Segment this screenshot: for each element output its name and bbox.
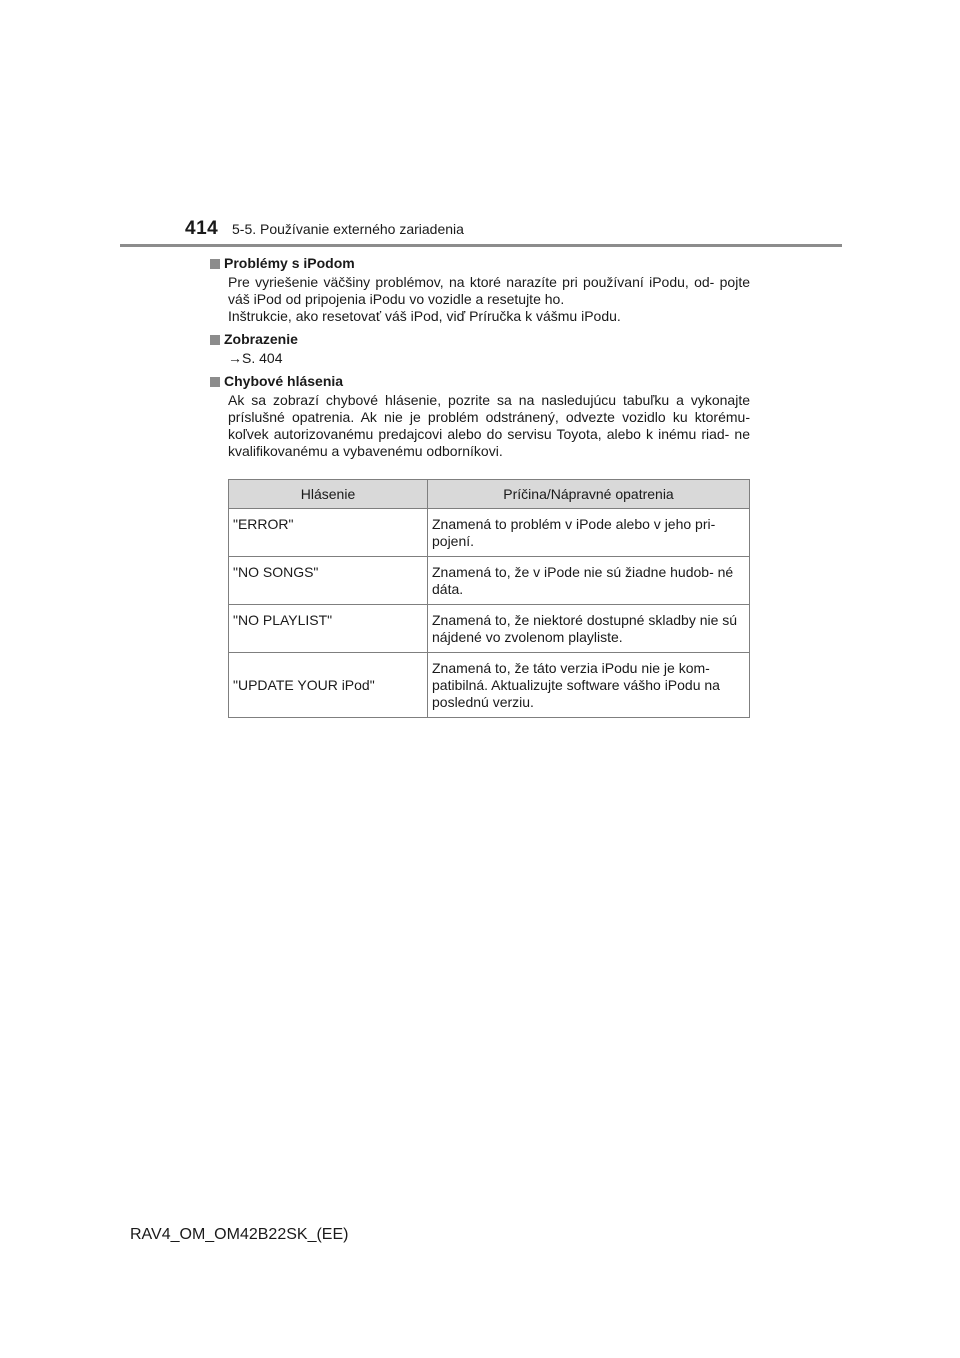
table-row	[229, 653, 750, 718]
error-message-table	[228, 479, 750, 718]
column-header-cause: Príčina/Nápravné opatrenia	[428, 480, 750, 509]
page-reference-link[interactable]: →S. 404	[228, 350, 283, 366]
page-number: 414	[185, 218, 219, 239]
section-heading-text: Zobrazenie	[224, 331, 298, 347]
table-row	[229, 605, 750, 653]
square-bullet-icon	[210, 377, 220, 387]
section-body	[210, 274, 750, 325]
section-heading-text: Problémy s iPodom	[224, 255, 355, 271]
section-body	[210, 392, 750, 460]
section-ipod-problems	[210, 254, 750, 325]
section-heading-text: Chybové hlásenia	[224, 373, 344, 389]
section-heading	[210, 254, 750, 273]
paragraph: Inštrukcie, ako resetovať váš iPod, viď Príručka k vášmu iPodu.	[228, 308, 621, 324]
section-heading	[210, 330, 750, 349]
column-header-message: Hlásenie	[229, 480, 428, 509]
square-bullet-icon	[210, 335, 220, 345]
square-bullet-icon	[210, 259, 220, 269]
message-cell: "NO SONGS"	[229, 557, 428, 605]
message-cell: "NO PLAYLIST"	[229, 605, 428, 653]
cause-cell: Znamená to, že táto verzia iPodu nie je kom- patibilná. Aktualizujte software vášho iPodu na poslednú verziu.	[428, 653, 750, 718]
cause-cell: Znamená to, že niektoré dostupné skladby nie sú nájdené vo zvolenom playliste.	[428, 605, 750, 653]
section-error-messages	[210, 372, 750, 460]
paragraph: Pre vyriešenie väčšiny problémov, na ktoré narazíte pri používaní iPodu, od- pojte váš iPod od pripojenia iPodu vo vozidle a resetujte ho.	[228, 274, 750, 307]
table-row	[229, 509, 750, 557]
cause-cell: Znamená to problém v iPode alebo v jeho pri- pojení.	[428, 509, 750, 557]
table-header-row	[229, 480, 750, 509]
cause-cell: Znamená to, že v iPode nie sú žiadne hudob- né dáta.	[428, 557, 750, 605]
section-heading	[210, 372, 750, 391]
table-row	[229, 557, 750, 605]
document-code: RAV4_OM_OM42B22SK_(EE)	[130, 1226, 349, 1243]
section-display	[210, 330, 750, 367]
message-cell: "UPDATE YOUR iPod"	[229, 653, 428, 718]
header-divider	[120, 244, 842, 247]
paragraph: Ak sa zobrazí chybové hlásenie, pozrite sa na nasledujúcu tabuľku a vykonajte príslušné opatrenia. Ak nie je problém odstránený, odvezte vozidlo ku ktorému- koľvek autorizovanému predajcovi alebo do servisu Toyota, alebo k inému riad- ne kvalifikovanému a vybavenému odborníkovi.	[228, 392, 750, 459]
section-title: 5-5. Používanie externého zariadenia	[232, 221, 464, 237]
page-content	[210, 254, 750, 465]
message-cell: "ERROR"	[229, 509, 428, 557]
